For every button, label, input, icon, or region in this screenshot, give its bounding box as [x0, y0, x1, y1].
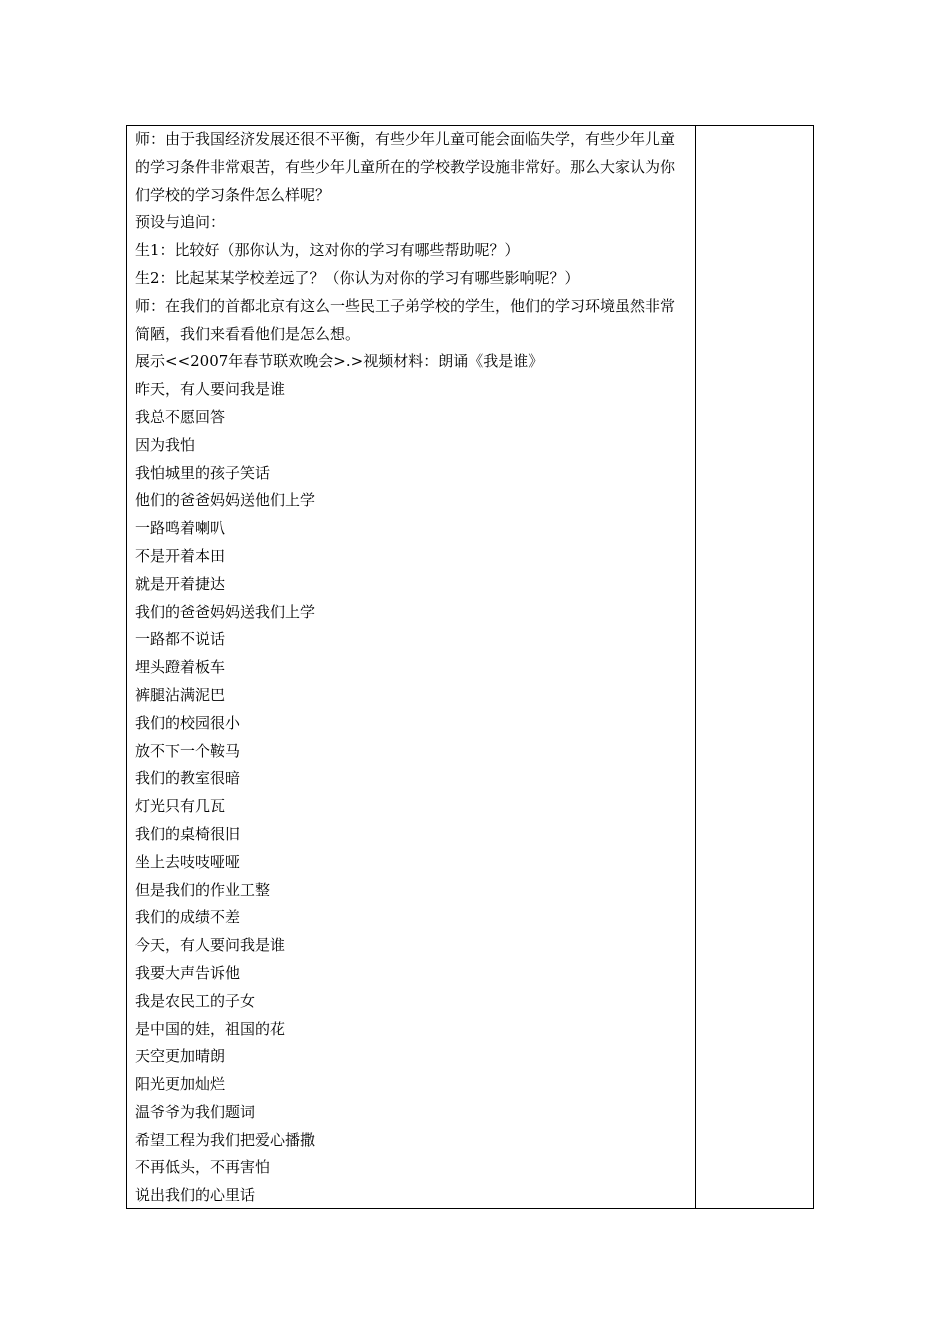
poem-line: 温爷爷为我们题词	[135, 1102, 256, 1121]
poem-line: 我怕城里的孩子笑话	[135, 463, 271, 482]
poem-line: 坐上去吱吱哑哑	[135, 852, 241, 871]
poem-line: 是中国的娃，祖国的花	[135, 1019, 286, 1038]
poem-line: 埋头蹬着板车	[135, 658, 226, 677]
poem-line: 一路鸣着喇叭	[135, 519, 226, 538]
student-answer-1: 生1：比较好（那你认为，这对你的学习有哪些帮助呢？）	[135, 241, 520, 260]
poem-line: 今天，有人要问我是谁	[135, 936, 286, 955]
poem-line: 但是我们的作业工整	[135, 880, 271, 899]
poem-line: 灯光只有几瓦	[135, 797, 226, 816]
poem-line: 他们的爸爸妈妈送他们上学	[135, 491, 316, 510]
poem-line: 不再低头，不再害怕	[135, 1158, 271, 1177]
main-cell	[127, 126, 696, 1208]
poem-line: 放不下一个鞍马	[135, 741, 241, 760]
poem-line: 我是农民工的子女	[135, 991, 256, 1010]
poem-line: 我们的爸爸妈妈送我们上学	[135, 602, 316, 621]
teacher-question-paragraph: 师：由于我国经济发展还很不平衡，有些少年儿童可能会面临失学，有些少年儿童的学习条件非常艰苦，有些少年儿童所在的学校教学设施非常好。那么大家认为你们学校的学习条件怎么样呢？	[135, 130, 676, 204]
poem-line: 说出我们的心里话	[135, 1186, 256, 1205]
student-answer-2: 生2：比起某某学校差远了？（你认为对你的学习有哪些影响呢？）	[135, 268, 580, 287]
poem-line: 昨天，有人要问我是谁	[135, 380, 286, 399]
poem-line: 一路都不说话	[135, 630, 226, 649]
poem-line: 我们的教室很暗	[135, 769, 241, 788]
poem-line: 就是开着捷达	[135, 574, 226, 593]
video-material-line: 展示<<2007年春节联欢晚会>.>视频材料：朗诵《我是谁》	[135, 352, 544, 371]
poem-line: 阳光更加灿烂	[135, 1075, 226, 1094]
content-table	[126, 125, 814, 1209]
teacher-intro-paragraph: 师：在我们的首都北京有这么一些民工子弟学校的学生，他们的学习环境虽然非常简陋，我们来看看他们是怎么想。	[135, 296, 676, 343]
notes-cell	[696, 126, 813, 1208]
preset-label: 预设与追问：	[135, 213, 226, 232]
poem-line: 我总不愿回答	[135, 407, 226, 426]
poem-line: 因为我怕	[135, 435, 196, 454]
poem-line: 我们的成绩不差	[135, 908, 241, 927]
poem-line: 我们的校园很小	[135, 713, 241, 732]
poem-line: 我们的桌椅很旧	[135, 824, 241, 843]
poem-line: 天空更加晴朗	[135, 1047, 226, 1066]
poem-line: 希望工程为我们把爱心播撒	[135, 1130, 316, 1149]
poem-line: 我要大声告诉他	[135, 963, 241, 982]
poem-line: 裤腿沾满泥巴	[135, 685, 226, 704]
poem-line: 不是开着本田	[135, 546, 226, 565]
